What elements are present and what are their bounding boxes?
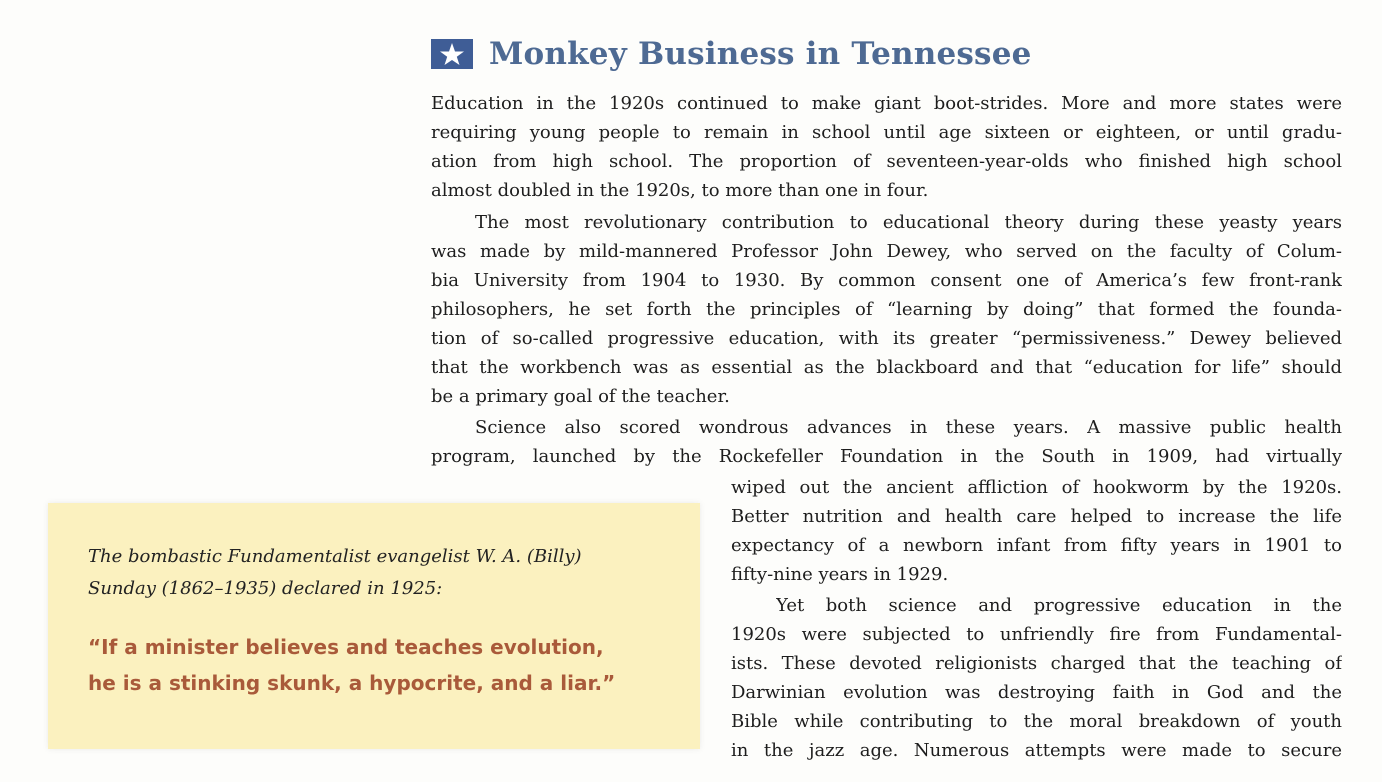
body-line: Education in the 1920s continued to make giant boot-strides. More and more states were (431, 93, 1342, 114)
body-line: that the workbench was as essential as the blackboard and that “education for life” should (431, 357, 1342, 378)
star-icon (431, 39, 473, 69)
body-line: Yet both science and progressive education in the (776, 595, 1342, 616)
body-line: in the jazz age. Numerous attempts were made to secure (731, 740, 1342, 761)
body-line: tion of so-called progressive education, with its greater “permissiveness.” Dewey believed (431, 328, 1342, 349)
quote-intro (88, 541, 582, 605)
body-line: ation from high school. The proportion of seventeen-year-olds who finished high school (431, 151, 1342, 172)
body-line: requiring young people to remain in school until age sixteen or eighteen, or until gradu- (431, 122, 1342, 143)
body-line: Better nutrition and health care helped to increase the life (731, 506, 1342, 527)
body-line: was made by mild-mannered Professor John Dewey, who served on the faculty of Colum- (431, 241, 1342, 262)
body-line: ists. These devoted religionists charged that the teaching of (731, 653, 1342, 674)
body-line: expectancy of a newborn infant from fifty years in 1901 to (731, 535, 1342, 556)
body-line: be a primary goal of the teacher. (431, 386, 730, 407)
body-line: almost doubled in the 1920s, to more than one in four. (431, 180, 929, 201)
section-heading (431, 28, 1032, 80)
body-line: bia University from 1904 to 1930. By common consent one of America’s few front-rank (431, 270, 1342, 291)
body-line: fifty-nine years in 1929. (731, 564, 949, 585)
quote-intro-line: Sunday (1862–1935) declared in 1925: (88, 578, 443, 599)
sidebar-quote-box (48, 503, 700, 749)
body-line: Bible while contributing to the moral breakdown of youth (731, 711, 1342, 732)
quote-text (88, 629, 615, 701)
quote-line: he is a stinking skunk, a hypocrite, and a liar.” (88, 671, 616, 695)
body-line: 1920s were subjected to unfriendly fire from Fundamental- (731, 624, 1342, 645)
section-title: Monkey Business in Tennessee (489, 36, 1032, 72)
body-line: Darwinian evolution was destroying faith in God and the (731, 682, 1342, 703)
body-line: The most revolutionary contribution to educational theory during these yeasty years (475, 212, 1342, 233)
body-line: philosophers, he set forth the principles of “learning by doing” that formed the founda- (431, 299, 1342, 320)
body-line: wiped out the ancient affliction of hookworm by the 1920s. (731, 477, 1342, 498)
body-line: program, launched by the Rockefeller Foundation in the South in 1909, had virtually (431, 446, 1342, 467)
body-line: Science also scored wondrous advances in these years. A massive public health (475, 417, 1342, 438)
quote-intro-line: The bombastic Fundamentalist evangelist W. A. (Billy) (88, 546, 582, 567)
quote-line: “If a minister believes and teaches evolution, (88, 635, 604, 659)
